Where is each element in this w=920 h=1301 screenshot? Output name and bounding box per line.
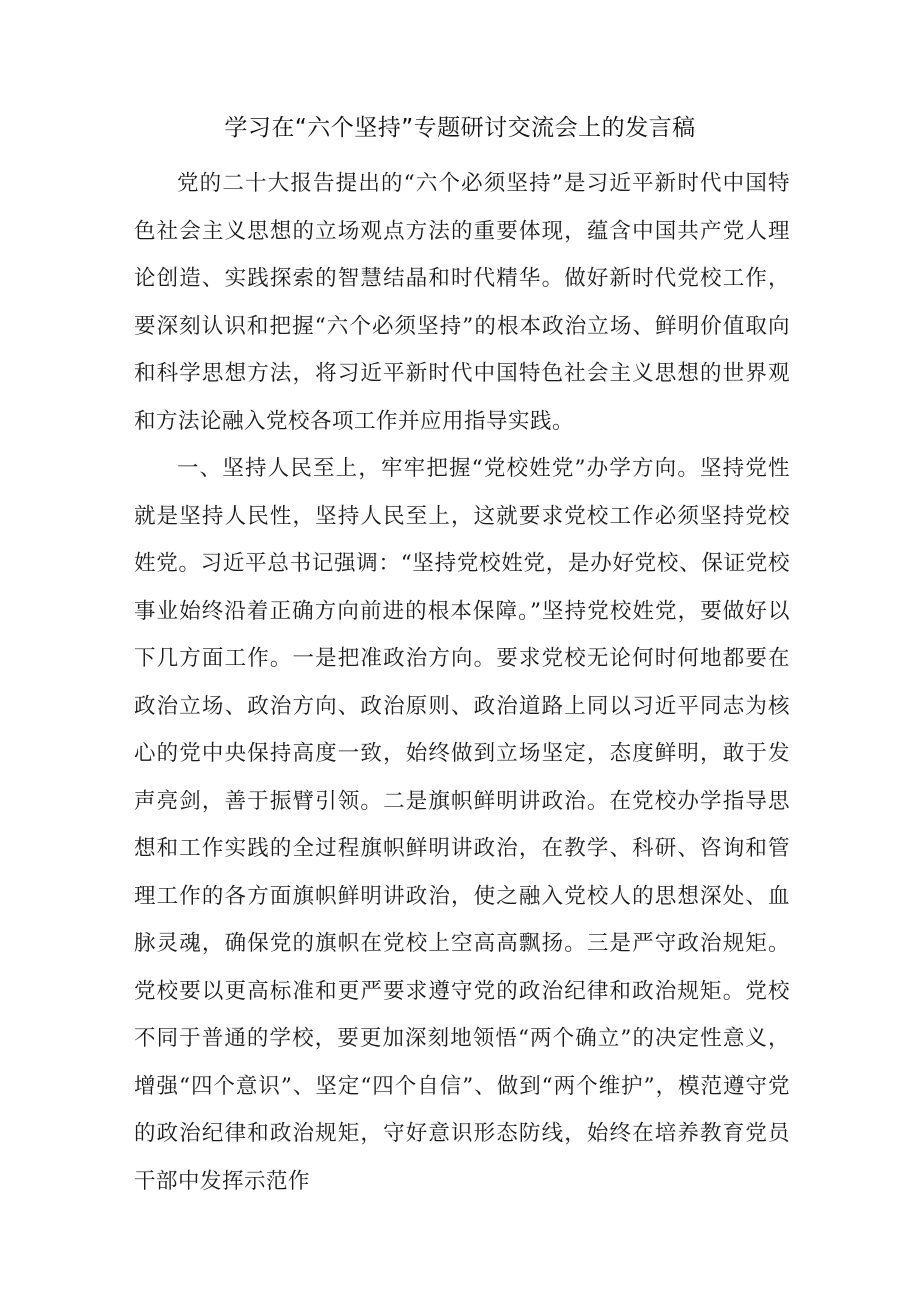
- paragraph-intro: 党的二十大报告提出的“六个必须坚持”是习近平新时代中国特色社会主义思想的立场观点方法的重要体现，蕴含中国共产党人理论创造、实践探索的智慧结晶和时代精华。做好新时代党校工作，要深刻认识和把握“六个必须坚持”的根本政治立场、鲜明价值取向和科学思想方法，将习近平新时代中国特色社会主义思想的世界观和方法论融入党校各项工作并应用指导实践。: [134, 171, 790, 434]
- document-title: 学习在“六个坚持”专题研讨交流会上的发言稿: [224, 115, 696, 141]
- paragraph-section-one: 一、坚持人民至上，牢牢把握“党校姓党”办学方向。坚持党性就是坚持人民性，坚持人民至上，这就要求党校工作必须坚持党校姓党。习近平总书记强调：“坚持党校姓党，是办好党校、保证党校事业始终沿着正确方向前进的根本保障。”坚持党校姓党，要做好以下几方面工作。一是把准政治方向。要求党校无论何时何地都要在政治立场、政治方向、政治原则、政治道路上同以习近平同志为核心的党中央保持高度一致，始终做到立场坚定，态度鲜明，敢于发声亮剑，善于振臂引领。二是旗帜鲜明讲政治。在党校办学指导思想和工作实践的全过程旗帜鲜明讲政治，在教学、科研、咨询和管理工作的各方面旗帜鲜明讲政治，使之融入党校人的思想深处、血脉灵魂，确保党的旗帜在党校上空高高飘扬。三是严守政治规矩。党校要以更高标准和更严要求遵守党的政治纪律和政治规矩。党校不同于普通的学校，要更加深刻地领悟“两个确立”的决定性意义，增强“四个意识”、坚定“四个自信”、做到“两个维护”，模范遵守党的政治纪律和政治规矩，守好意识形态防线，始终在培养教育党员干部中发挥示范作: [134, 456, 790, 1194]
- document-body: [134, 160, 790, 1205]
